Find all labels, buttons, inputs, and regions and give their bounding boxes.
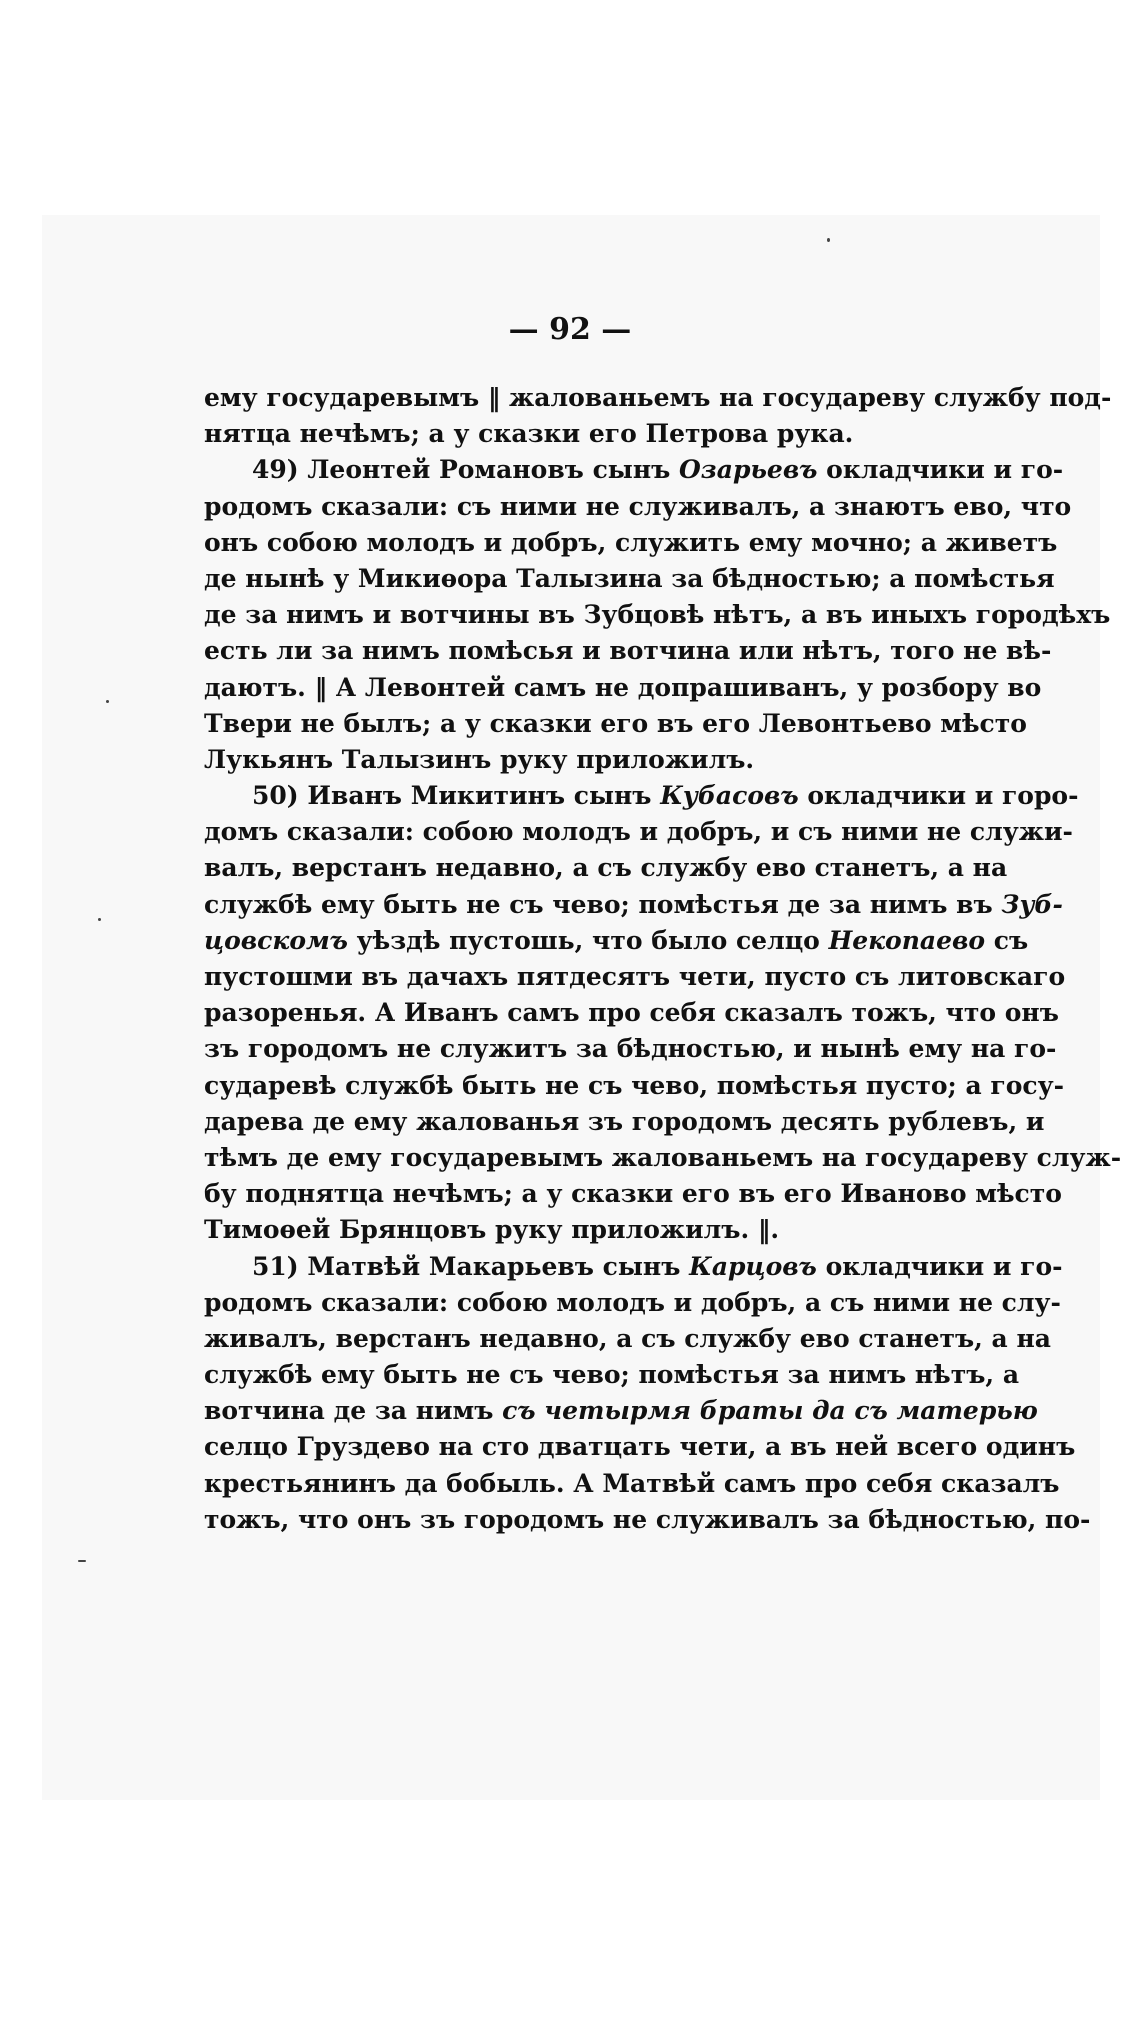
- text-line: [204, 1466, 1060, 1502]
- scan-speck: [78, 1560, 86, 1562]
- page-number: — 92 —: [508, 312, 632, 347]
- text-line: [204, 1140, 1122, 1176]
- text-segment: пустошми въ дачахъ пятдесятъ чети, пусто съ литовскаго: [204, 962, 1066, 991]
- scan-speck: [827, 238, 830, 242]
- text-segment: нятца нечѣмъ; а у сказки его Петрова рука.: [204, 419, 854, 449]
- text-line: [204, 670, 1042, 706]
- text-line: [204, 850, 1008, 886]
- text-segment: Твери не былъ; а у сказки его въ его Левонтьево мѣсто: [204, 708, 1027, 738]
- text-segment: 50) Иванъ Микитинъ сынъ: [252, 781, 661, 811]
- italic-name: Некопаево: [828, 925, 986, 955]
- text-segment: дарева де ему жалованья зъ городомъ десять рублевъ, и: [204, 1106, 1045, 1136]
- text-segment: службѣ ему быть не съ чево; помѣстья за нимъ нѣтъ, а: [204, 1360, 1020, 1390]
- text-segment: сударевѣ службѣ быть не съ чево, помѣстья пусто; а госу-: [204, 1070, 1064, 1100]
- text-line: [204, 923, 1029, 959]
- text-segment: окладчики и горо-: [798, 781, 1079, 811]
- italic-name: Кубасовъ: [660, 781, 799, 811]
- text-line: [204, 742, 934, 778]
- text-segment: окладчики и го-: [816, 1251, 1063, 1281]
- italic-name: цовскомъ: [204, 925, 348, 955]
- italic-name: Карцовъ: [689, 1251, 817, 1281]
- text-line: [204, 633, 1052, 669]
- text-line: [204, 1357, 1020, 1393]
- text-line: [204, 995, 1059, 1031]
- text-line: [204, 561, 1055, 597]
- text-line: [204, 380, 1112, 416]
- text-segment: де нынѣ у Микиѳора Талызина за бѣдностью; а помѣстья: [204, 563, 1055, 593]
- text-segment: разоренья. А Иванъ самъ про себя сказалъ тожъ, что онъ: [204, 998, 1059, 1028]
- text-line: [204, 1104, 1045, 1140]
- text-line: [204, 778, 1079, 814]
- text-line: [204, 1212, 934, 1248]
- italic-name: Зуб-: [1001, 889, 1063, 919]
- text-segment: даютъ. ‖ А Левонтей самъ не допрашиванъ, у розбору во: [204, 672, 1042, 702]
- text-segment: вотчина де за нимъ: [204, 1396, 503, 1426]
- text-segment: ему государевымъ ‖ жалованьемъ на государеву службу под-: [204, 383, 1112, 412]
- text-segment: 49) Леонтей Романовъ сынъ: [252, 455, 680, 485]
- text-segment: живалъ, верстанъ недавно, а съ службу ево станетъ, а на: [204, 1323, 1051, 1353]
- text-line: [204, 416, 934, 452]
- text-line: [204, 1393, 1038, 1429]
- italic-name: Озарьевъ: [679, 455, 818, 485]
- text-line: [204, 489, 1072, 525]
- text-segment: съ: [985, 925, 1029, 955]
- text-segment: 51) Матвѣй Макарьевъ сынъ: [252, 1251, 690, 1281]
- text-line: [204, 1502, 1091, 1538]
- text-line: [204, 1321, 1051, 1357]
- text-line: [204, 887, 1063, 923]
- text-line: [204, 706, 1027, 742]
- text-segment: родомъ сказали: собою молодъ и добръ, а съ ними не слу-: [204, 1287, 1061, 1317]
- text-line: [204, 1285, 1061, 1321]
- text-line: [204, 597, 1111, 633]
- text-line: [204, 959, 1066, 995]
- document-body: [204, 380, 1122, 1538]
- text-segment: тѣмъ де ему государевымъ жалованьемъ на государеву служ-: [204, 1142, 1122, 1172]
- text-segment: зъ городомъ не служитъ за бѣдностью, и нынѣ ему на го-: [204, 1034, 1057, 1064]
- text-segment: крестьянинъ да бобыль. А Матвѣй самъ про себя сказалъ: [204, 1468, 1060, 1498]
- text-segment: службѣ ему быть не съ чево; помѣстья де за нимъ въ: [204, 889, 1002, 919]
- scan-speck: [106, 700, 109, 703]
- text-line: [204, 525, 1058, 561]
- text-segment: де за нимъ и вотчины въ Зубцовѣ нѣтъ, а въ иныхъ городѣхъ: [204, 600, 1111, 630]
- text-line: [204, 1249, 1063, 1285]
- text-line: [204, 452, 1064, 488]
- text-segment: онъ собою молодъ и добръ, служить ему мочно; а живетъ: [204, 527, 1058, 557]
- text-segment: валъ, верстанъ недавно, а съ службу ево станетъ, а на: [204, 853, 1008, 883]
- text-line: [204, 1031, 1057, 1067]
- text-line: [204, 814, 1073, 850]
- italic-name: съ четырмя браты да съ матерью: [502, 1396, 1038, 1426]
- text-segment: бу поднятца нечѣмъ; а у сказки его въ его Иваново мѣсто: [204, 1179, 1062, 1209]
- text-segment: есть ли за нимъ помѣсья и вотчина или нѣтъ, того не вѣ-: [204, 636, 1052, 666]
- text-line: [204, 1176, 1062, 1212]
- text-line: [204, 1068, 1064, 1104]
- text-line: [204, 1429, 1076, 1465]
- text-segment: селцо Груздево на сто дватцать чети, а въ ней всего одинъ: [204, 1432, 1076, 1462]
- text-segment: родомъ сказали: съ ними не служивалъ, а знаютъ ево, что: [204, 491, 1072, 521]
- text-segment: тожъ, что онъ зъ городомъ не служивалъ за бѣдностью, по-: [204, 1504, 1091, 1534]
- text-segment: домъ сказали: собою молодъ и добръ, и съ ними не служи-: [204, 817, 1073, 847]
- text-segment: уѣздѣ пустошь, что было селцо: [347, 925, 829, 955]
- scan-speck: [98, 918, 101, 921]
- text-segment: Тимоѳей Брянцовъ руку приложилъ. ‖.: [204, 1215, 780, 1245]
- text-segment: окладчики и го-: [817, 455, 1064, 485]
- text-segment: Лукьянъ Талызинъ руку приложилъ.: [204, 744, 755, 774]
